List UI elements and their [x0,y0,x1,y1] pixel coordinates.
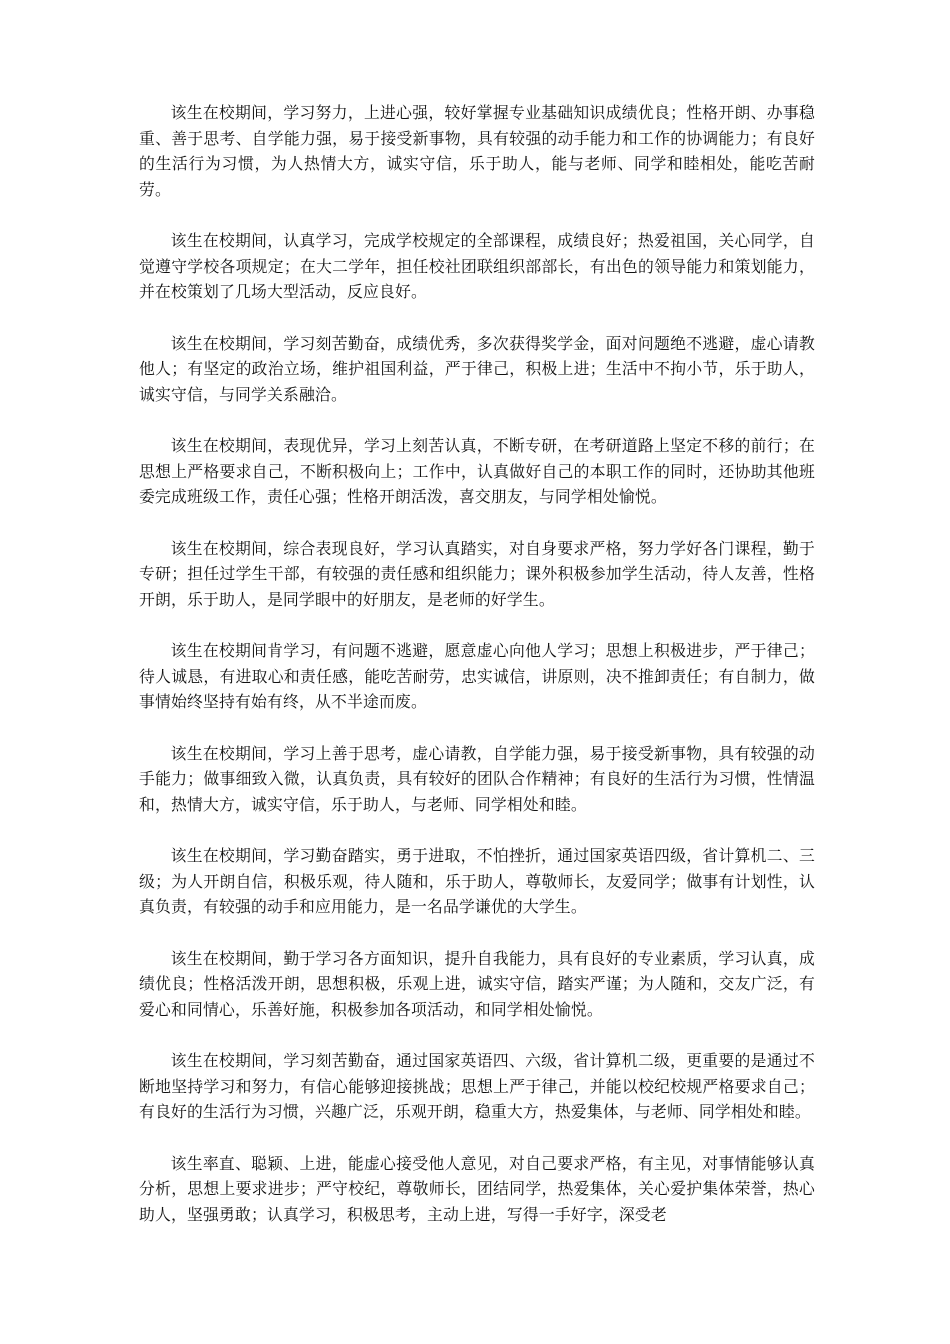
paragraph-2: 该生在校期间，认真学习，完成学校规定的全部课程，成绩良好；热爱祖国，关心同学，自觉遵守学校各项规定；在大二学年，担任校社团联组织部部长，有出色的领导能力和策划能力，并在校策划了几场大型活动，反应良好。 [139,231,815,301]
paragraph-6: 该生在校期间肯学习，有问题不逃避，愿意虚心向他人学习；思想上积极进步，严于律己；待人诚恳，有进取心和责任感，能吃苦耐劳，忠实诚信，讲原则，决不推卸责任；有自制力，做事情始终坚持有始有终，从不半途而废。 [139,641,815,711]
paragraph-8: 该生在校期间，学习勤奋踏实，勇于进取，不怕挫折，通过国家英语四级，省计算机二、三级；为人开朗自信，积极乐观，待人随和，乐于助人，尊敬师长，友爱同学；做事有计划性，认真负责，有较强的动手和应用能力，是一名品学谦优的大学生。 [139,846,815,916]
paragraph-1: 该生在校期间，学习努力，上进心强，较好掌握专业基础知识成绩优良；性格开朗、办事稳重、善于思考、自学能力强，易于接受新事物，具有较强的动手能力和工作的协调能力；有良好的生活行为习惯，为人热情大方，诚实守信，乐于助人，能与老师、同学和睦相处，能吃苦耐劳。 [139,103,815,199]
document-page [139,100,815,1227]
paragraph-7: 该生在校期间，学习上善于思考，虚心请教，自学能力强，易于接受新事物，具有较强的动手能力；做事细致入微，认真负责，具有较好的团队合作精神；有良好的生活行为习惯，性情温和，热情大方，诚实守信，乐于助人，与老师、同学相处和睦。 [139,743,815,814]
paragraph-10: 该生在校期间，学习刻苦勤奋，通过国家英语四、六级，省计算机二级，更重要的是通过不断地坚持学习和努力，有信心能够迎接挑战；思想上严于律己，并能以校纪校规严格要求自己；有良好的生活行为习惯，兴趣广泛，乐观开朗，稳重大方，热爱集体，与老师、同学相处和睦。 [139,1051,815,1121]
paragraph-5: 该生在校期间，综合表现良好，学习认真踏实，对自身要求严格，努力学好各门课程，勤于专研；担任过学生干部，有较强的责任感和组织能力；课外积极参加学生活动，待人友善，性格开朗，乐于助人，是同学眼中的好朋友，是老师的好学生。 [139,538,815,609]
paragraph-11: 该生率直、聪颖、上进，能虚心接受他人意见，对自己要求严格，有主见，对事情能够认真分析，思想上要求进步；严守校纪，尊敬师长，团结同学，热爱集体，关心爱护集体荣誉，热心助人，坚强勇敢；认真学习，积极思考，主动上进，写得一手好字，深受老 [139,1153,815,1224]
paragraph-9: 该生在校期间，勤于学习各方面知识，提升自我能力，具有良好的专业素质，学习认真，成绩优良；性格活泼开朗，思想积极，乐观上进，诚实守信，踏实严谨；为人随和，交友广泛，有爱心和同情心，乐善好施，积极参加各项活动，和同学相处愉悦。 [139,948,815,1019]
paragraph-4: 该生在校期间，表现优异，学习上刻苦认真，不断专研，在考研道路上坚定不移的前行；在思想上严格要求自己，不断积极向上；工作中，认真做好自己的本职工作的同时，还协助其他班委完成班级工作，责任心强；性格开朗活泼，喜交朋友，与同学相处愉悦。 [139,436,815,506]
paragraph-3: 该生在校期间，学习刻苦勤奋，成绩优秀，多次获得奖学金，面对问题绝不逃避，虚心请教他人；有坚定的政治立场，维护祖国利益，严于律己，积极上进；生活中不拘小节，乐于助人，诚实守信，与同学关系融洽。 [139,333,815,404]
